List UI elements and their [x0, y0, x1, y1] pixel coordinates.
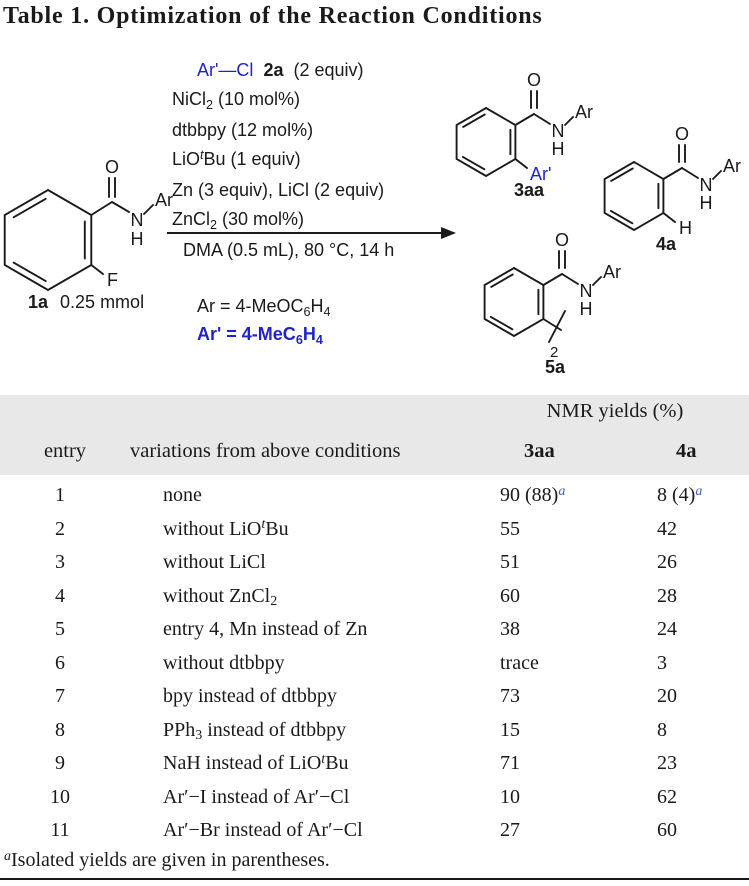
ar-definition: $Ar = 4-MeOC_6H_4$: [197, 296, 331, 319]
compound-label-1a: [28, 292, 144, 313]
variation-cell: without LiCl: [163, 551, 266, 573]
compound-label-5a: [545, 357, 565, 378]
entry-cell: 2: [55, 517, 65, 540]
group-label-ar: Ar: [155, 190, 173, 210]
yield-4a-cell: 23: [657, 752, 677, 774]
table-row: [0, 680, 749, 714]
table-row: [0, 513, 749, 547]
variation-cell: entry 4, Mn instead of Zn: [163, 618, 368, 640]
benzene-ring: [457, 108, 516, 176]
yield-3aa-cell: 38: [500, 618, 520, 640]
table-body: [0, 479, 749, 848]
benzene-ring: [605, 162, 664, 230]
yield-3aa-cell: 73: [500, 685, 520, 707]
variation-cell: without ZnCl$_2$: [163, 584, 278, 610]
atom-label-n: N: [579, 281, 593, 301]
benzene-ring: [5, 190, 92, 290]
atom-label-o: O: [674, 124, 690, 144]
reaction-arrow-icon: [165, 226, 457, 240]
reaction-conditions-above: [172, 56, 384, 236]
structure-3aa: [444, 50, 609, 195]
compound-id-1a: 1a: [28, 292, 49, 312]
condition-nicl2: NiCl$_2$ (10 mol%): [172, 89, 301, 112]
entry-cell: 8: [55, 718, 65, 741]
structure-1a: [0, 138, 185, 298]
yield-3aa-cell: 15: [500, 718, 520, 741]
table-row: [0, 546, 749, 580]
atom-label-h: H: [551, 139, 565, 159]
yield-4a-cell: 20: [657, 685, 677, 707]
structure-5a: [462, 230, 642, 368]
yield-4a-cell: 26: [657, 551, 677, 573]
table-row: [0, 814, 749, 848]
variation-cell: Ar′−I instead of Ar′−Cl: [163, 785, 350, 808]
reaction-conditions-below: DMA (0.5 mL), 80 °C, 14 h: [183, 240, 395, 260]
yield-4a-cell: 3: [657, 651, 667, 674]
yield-3aa-cell: 10: [500, 785, 520, 808]
group-label-ar: Ar: [575, 102, 593, 122]
variation-cell: bpy instead of dtbbpy: [163, 685, 337, 707]
table-row: [0, 647, 749, 681]
yield-3aa-cell: 55: [500, 517, 520, 540]
condition-zncl2: ZnCl$_2$ (30 mol%): [172, 209, 305, 232]
atom-label-h: H: [130, 229, 144, 249]
column-header-3aa: 3aa: [524, 440, 555, 462]
table-header: [0, 395, 749, 475]
entry-cell: 11: [50, 819, 70, 841]
entry-cell: 1: [55, 484, 65, 506]
condition-liotbu: LiO$^t$Bu (1 equiv): [172, 148, 301, 169]
atom-label-n: N: [130, 210, 144, 230]
yield-4a-cell: 60: [657, 819, 677, 841]
table-row: [0, 479, 749, 513]
bottom-rule: [0, 878, 749, 880]
atom-label-h: H: [699, 193, 713, 213]
column-header-entry: entry: [43, 440, 87, 462]
condition-aryl-chloride: Ar'—Cl 2a (2 equiv): [197, 60, 364, 80]
compound-id-3aa: 3aa: [514, 180, 545, 200]
yield-4a-cell: 62: [657, 785, 677, 808]
yield-4a-cell: 24: [657, 618, 677, 640]
table-row: [0, 714, 749, 748]
yield-4a-cell: 42: [657, 517, 677, 540]
table-row: [0, 613, 749, 647]
entry-cell: 3: [55, 551, 65, 573]
yield-3aa-cell: 27: [500, 819, 520, 841]
structure-4a: [592, 96, 749, 246]
condition-dtbbpy: dtbbpy (12 mol%): [172, 120, 314, 140]
variation-cell: PPh$_3$ instead of dtbbpy: [163, 718, 347, 744]
compound-id-5a: 5a: [545, 357, 566, 377]
compound-amount-1a: 0.25 mmol: [60, 292, 145, 312]
yield-3aa-cell: 71: [500, 752, 520, 774]
yield-3aa-cell: trace: [500, 651, 539, 674]
variation-cell: NaH instead of LiO$^t$Bu: [163, 751, 349, 774]
compound-id-4a: 4a: [656, 234, 677, 254]
condition-zn-licl: Zn (3 equiv), LiCl (2 equiv): [172, 180, 385, 200]
table-footnote: $^a$Isolated yields are given in parentheses.: [4, 848, 330, 871]
compound-label-3aa: [514, 180, 544, 201]
group-label-ar-prime: Ar': [530, 164, 552, 184]
variation-cell: Ar′−Br instead of Ar′−Cl: [163, 819, 363, 841]
yields-group-header: NMR yields (%): [546, 400, 684, 422]
table-row: [0, 747, 749, 781]
entry-cell: 7: [55, 685, 65, 707]
atom-label-o: O: [104, 157, 120, 177]
table-row: [0, 781, 749, 815]
atom-label-h-sub: H: [679, 218, 692, 238]
atom-label-n: N: [551, 121, 565, 141]
ar-definitions: [197, 293, 331, 349]
variation-cell: none: [163, 484, 202, 506]
entry-cell: 4: [55, 584, 65, 607]
entry-cell: 10: [50, 785, 70, 808]
atom-label-n: N: [699, 175, 713, 195]
group-label-ar: Ar: [723, 156, 741, 176]
ar-prime-definition: $Ar' = 4-MeC_6H_4$: [197, 324, 323, 347]
entry-cell: 6: [55, 651, 65, 674]
yield-4a-cell: 28: [657, 584, 677, 607]
column-header-4a: 4a: [676, 440, 697, 462]
yield-3aa-cell: 60: [500, 584, 520, 607]
table-row: [0, 580, 749, 614]
entry-cell: 5: [55, 618, 65, 640]
atom-label-o: O: [554, 230, 570, 250]
variation-cell: without dtbbpy: [163, 651, 285, 674]
dimer-subscript: 2: [550, 344, 559, 361]
variation-cell: without LiO$^t$Bu: [163, 517, 289, 540]
atom-label-f: F: [107, 270, 118, 290]
yield-4a-cell: 8: [657, 718, 667, 741]
reaction-scheme: [0, 0, 749, 395]
yield-4a-cell: 8 (4)$^a$: [657, 483, 703, 506]
compound-label-4a: [656, 234, 676, 255]
column-header-variations: variations from above conditions: [130, 440, 401, 462]
group-label-ar: Ar: [603, 262, 621, 282]
yield-3aa-cell: 90 (88)$^a$: [500, 483, 566, 506]
atom-label-o: O: [526, 70, 542, 90]
yield-3aa-cell: 51: [500, 551, 520, 573]
benzene-ring: [485, 268, 544, 336]
atom-label-h: H: [579, 299, 593, 319]
table-title: Table 1. Optimization of the Reaction Conditions: [3, 3, 543, 29]
entry-cell: 9: [55, 752, 65, 774]
